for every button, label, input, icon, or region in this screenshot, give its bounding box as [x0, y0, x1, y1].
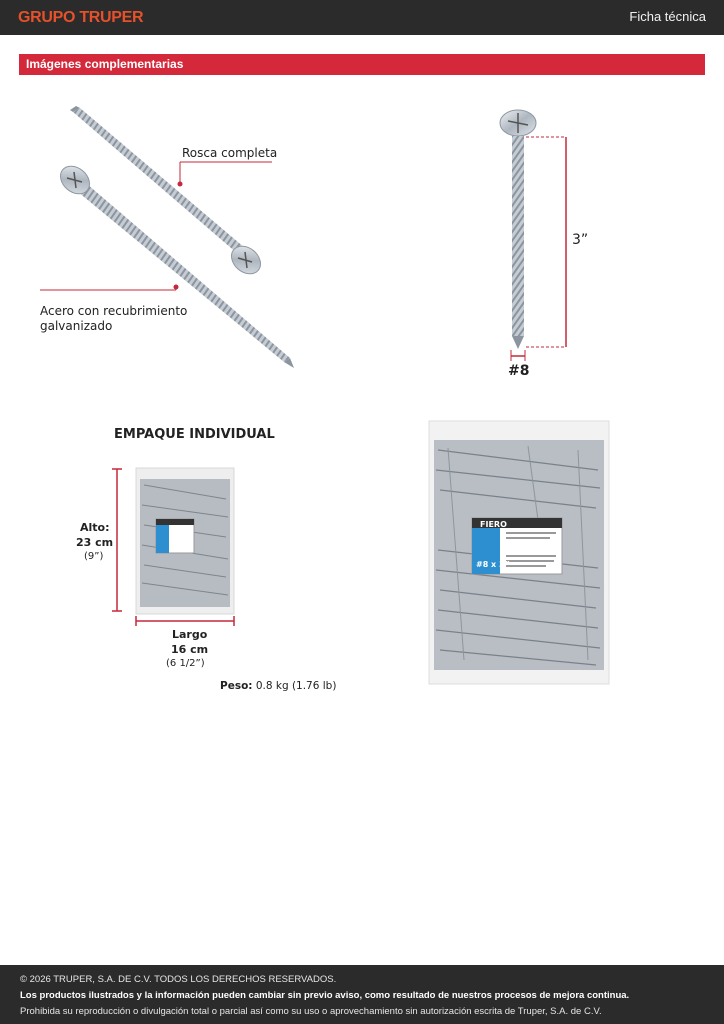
doc-type-label: Ficha técnica [629, 9, 706, 24]
package-width-in: (6 1/2”) [166, 658, 205, 669]
callout-material-line2: galvanizado [40, 319, 113, 333]
package-weight-value: 0.8 kg (1.76 lb) [255, 680, 337, 692]
callout-material-line1: Acero con recubrimiento [40, 304, 188, 318]
footer [0, 965, 724, 1024]
package-width-cm: 16 cm [171, 643, 209, 656]
package-height-cm: 23 cm [76, 536, 114, 549]
footer-rights: Prohibida su reproducción o divulgación total o parcial así como su uso o aprovechamiento sin autorización escrita de Truper, S.A. de C.V. [20, 1006, 602, 1017]
package-weight-label: Peso: [220, 680, 253, 692]
footer-notice: Los productos ilustrados y la información pueden cambiar sin previo aviso, como resultado de nuestros procesos de mejora continua. [20, 990, 630, 1001]
brand-logo: GRUPO TRUPER [18, 9, 144, 26]
package-weight [220, 680, 336, 692]
package-width-label: Largo [172, 628, 208, 641]
package-large-illustration [428, 420, 610, 685]
top-bar [0, 0, 724, 35]
screw-length-label: 3” [572, 232, 589, 248]
package-title: EMPAQUE INDIVIDUAL [114, 427, 275, 442]
package-height-in: (9”) [84, 551, 104, 562]
section-title: Imágenes complementarias [26, 57, 184, 71]
screw-gauge-label: #8 [508, 363, 530, 379]
package-height-label: Alto: [80, 521, 110, 534]
footer-copyright: © 2026 TRUPER, S.A. DE C.V. TODOS LOS DERECHOS RESERVADOS. [20, 974, 337, 985]
package-small-illustration [108, 465, 238, 630]
section-header [19, 54, 705, 75]
package-label-brand: FIERO [480, 520, 507, 529]
package-label-size: #8 x 3” [476, 560, 510, 569]
screws-pair-illustration [40, 100, 340, 380]
callout-thread: Rosca completa [182, 146, 278, 160]
